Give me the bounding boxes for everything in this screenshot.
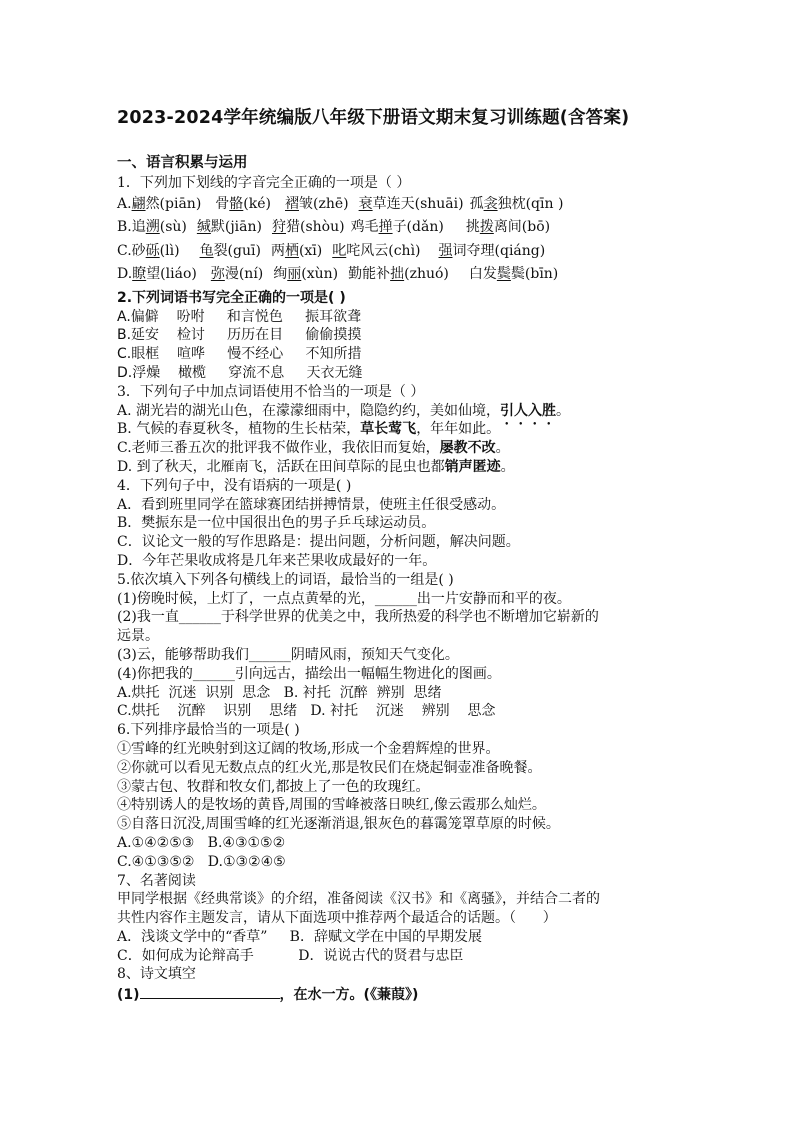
q1-stem: 1．下列加下划线的字音完全正确的一项是（ ）	[117, 175, 411, 191]
q4-option-a: A．看到班里同学在篮球赛团结拼搏情景，使班主任很受感动。	[117, 496, 506, 513]
q7-stem: 7、名著阅读	[117, 872, 196, 889]
q5-sentence-3: (3)云，能够帮助我们______阴晴风雨，预知天气变化。	[117, 646, 459, 663]
q5-sentence-2: (2)我一直______于科学世界的优美之中，我所热爱的科学也不断增加它崭新的	[117, 609, 599, 626]
q5-options-ab: A.烘托 沉迷 识别 思念 B. 衬托 沉醉 辨别 思绪	[117, 684, 442, 701]
q6-sentence-2: ②你就可以看见无数点点的红火光,那是牧民们在烧起铜壶准备晚餐。	[117, 759, 542, 776]
q6-sentence-1: ①雪峰的红光映射到这辽阔的牧场,形成一个金碧辉煌的世界。	[117, 740, 500, 757]
q7-options-ab: A．浅谈文学中的“香草” B．辞赋文学在中国的早期发展	[117, 928, 482, 945]
q4-stem: 4．下列句子中，没有语病的一项是( )	[117, 477, 352, 494]
q2-option-c: C.眼框 喧哗 慢不经心 不知所措	[117, 346, 362, 363]
q1-option-a: A.翩然(piān) 骨骼(ké) 褶皱(zhē) 衰草连天(shuāi) 孤衾独枕(qīn )	[117, 195, 564, 212]
q4-option-d: D．今年芒果收成将是几年来芒果收成最好的一年。	[117, 552, 437, 569]
q3-option-d: D. 到了秋天，北雁南飞，活跃在田间草际的昆虫也都销声匿迹。	[117, 458, 515, 475]
q6-sentence-5: ⑤自落日沉没,周围雪峰的红光逐渐消退,银灰色的暮霭笼罩草原的时候。	[117, 816, 560, 833]
q2-option-b: B.延安 检讨 历历在目 偷偷摸摸	[117, 327, 362, 344]
q6-sentence-4: ④特别诱人的是牧场的黄昏,周围的雪峰被落日映红,像云霞那么灿烂。	[117, 797, 546, 814]
q5-options-cd: C.烘托 沉醉 识别 思绪 D. 衬托 沉迷 辨别 思念	[117, 703, 496, 720]
q4-option-b: B．樊振东是一位中国很出色的男子乒乓球运动员。	[117, 515, 436, 532]
q2-option-a: A.偏僻 吩咐 和言悦色 振耳欲聋	[117, 308, 362, 325]
q3-option-c: C.老师三番五次的批评我不做作业，我依旧而复始，屡教不改。	[117, 440, 510, 457]
q3-option-a: A. 湖光岩的湖光山色，在濛濛细雨中，隐隐约约，美如仙境，引人入胜。	[117, 402, 571, 419]
q7-options-cd: C．如何成为论辩高手 D．说说古代的贤君与忠臣	[117, 947, 464, 964]
q2-stem: 2.下列词语书写完全正确的一项是( )	[117, 289, 346, 306]
fill-in-blank[interactable]	[140, 984, 280, 999]
q1-option-c: C.砂砾(lì) 龟裂(guī) 两栖(xī) 叱咤风云(chì) 强词夺理(qiáng)	[117, 242, 546, 259]
page-title: 2023-2024学年统编版八年级下册语文期末复习训练题(含答案)	[117, 108, 630, 128]
q2-option-d: D.浮燥 橄榄 穿流不息 天衣无缝	[117, 364, 363, 381]
q3-option-b: B. 气候的春夏秋冬，植物的生长枯荣，草长莺飞，年年如此。	[117, 421, 501, 438]
q6-stem: 6.下列排序最恰当的一项是( )	[117, 722, 300, 739]
q5-sentence-2-cont: 远景。	[117, 628, 159, 645]
emphasized-phrase: 销声匿迹	[444, 458, 501, 475]
q5-sentence-4: (4)你把我的______引向远古，描绘出一幅幅生物进化的图画。	[117, 665, 501, 682]
q1-option-d: D.瞭望(liáo) 弥漫(ní) 绚丽(xùn) 勤能补拙(zhuó) 白发鬓鬓(bīn)	[117, 266, 559, 283]
section-heading: 一、语言积累与运用	[117, 155, 248, 171]
q6-options-ab: A.①④②⑤③ B.④③①⑤②	[117, 834, 286, 851]
q6-options-cd: C.④①③⑤② D.①③②④⑤	[117, 853, 286, 870]
q6-sentence-3: ③蒙古包、牧群和牧女们,都披上了一色的玫瑰红。	[117, 778, 430, 795]
emphasized-phrase: 屡教不改	[439, 440, 496, 457]
q1-option-b: B.追溯(sù) 缄默(jiān) 狩猎(shòu) 鸡毛掸子(dǎn) 挑拨离间(bō)	[117, 219, 551, 236]
emphasized-phrase: 草长莺飞	[360, 421, 417, 438]
q3-stem: 3．下列句子中加点词语使用不恰当的一项是（ ）	[117, 383, 425, 400]
q8-stem: 8、诗文填空	[117, 966, 196, 983]
emphasized-phrase: 引人入胜	[500, 402, 557, 419]
q8-item-1: (1) ，在水一方。(《蒹葭》)	[117, 984, 724, 1008]
q5-stem: 5.依次填入下列各句横线上的词语，最恰当的一组是( )	[117, 571, 454, 588]
q5-sentence-1: (1)傍晚时候，上灯了，一点点黄晕的光，______出一片安静而和平的夜。	[117, 590, 571, 607]
q4-option-c: C．议论文一般的写作思路是：提出问题，分析问题，解决问题。	[117, 534, 520, 551]
q7-paragraph-2: 共性内容作主题发言，请从下面选项中推荐两个最适合的话题。（ ）	[117, 910, 557, 927]
q7-paragraph-1: 甲同学根据《经典常谈》的介绍，准备阅读《汉书》和《离骚》，并结合二者的	[117, 891, 600, 908]
